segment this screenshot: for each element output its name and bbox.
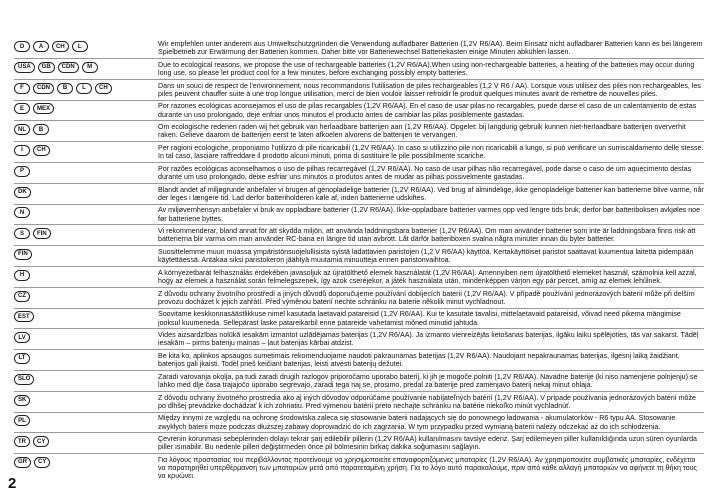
language-section [14,331,704,347]
country-code-group [14,61,158,73]
country-code-badge: USA [14,62,35,73]
country-code-group [14,269,158,281]
section-divider [14,432,704,433]
language-section [14,373,704,389]
language-sections [14,40,704,481]
battery-notice-text: Av miljøvernhensyn anbefaler vi bruk av oppladbare batterier (1,2V R6/AA). Ikke-oppladbare batterier varmes opp ved lengre tids bruk; derfor bør batteriboksen avkjøles noe før batteriene byttes. [158,206,701,223]
country-code-badge: PL [14,415,30,426]
country-code-group [14,206,158,218]
language-section [14,165,704,181]
language-section [14,102,704,118]
country-code-badge: S [14,228,30,239]
language-section [14,186,704,202]
language-section [14,352,704,368]
country-code-badge: N [14,207,30,218]
country-code-badge: NL [14,124,30,135]
country-code-group [14,186,158,198]
country-code-badge: MEX [33,103,54,114]
country-code-group [14,373,158,385]
country-code-badge: SLO [14,374,34,385]
country-code-badge: CY [33,436,49,447]
country-code-badge: CY [34,457,50,468]
language-section [14,144,704,160]
country-code-badge: L [72,41,88,52]
country-code-badge: CDN [33,83,54,94]
battery-notice-text: Wir empfehlen unter anderem aus Umweltschutzgründen die Verwendung aufladbarer Batterien (1,2V R6/AA). Beim Einsatz nicht aufladbarer Batterien kann es bei längerem Spielbetrieb zur Erwärmung der Batterien kommen. Daher bitte vor Batteriewechsel Batteriekasten einige Minuten abkühlen lassen. [158,40,703,57]
country-code-badge: CDN [58,62,79,73]
country-code-group [14,123,158,135]
language-section [14,269,704,285]
section-divider [14,141,704,142]
country-code-group [14,82,158,94]
language-section [14,82,704,98]
language-section [14,40,704,56]
battery-notice-text: Por razões ecológicas aconselhamos o uso de pilhas recarregável (1,2V R6/AA). No caso de usar pilhas não recarregável, pode darse o caso de um aquecimento destas durante um uso prolongado, deixe esfriar uns minutos o produtos antes de mudar as pilhas possivelmente gastadas. [158,164,692,181]
section-divider [14,370,704,371]
section-divider [14,266,704,267]
section-divider [14,204,704,205]
battery-notice-text: Due to ecological reasons, we propose the use of rechargeable batteries (1,2V R6/AA).When using non-rechargeable batteries, a heating of the batteries may occur during long use, so please let product cool for a few minutes, before exchanging possibly empty batteries. [158,60,695,77]
language-section [14,456,704,481]
battery-notice-text: Zaradi varovanja okolja, pa tudi zaradi drugih razlogov priporočamo uporabo baterij, ki jih je mogoče polniti (1,2V R6/AA). Navadne baterije (ki niso namenjene polnjenju) se lahko med dlje časa trajajočo uporabo segrevajo, zaradi tega naj se, prosimo, predal za baterije pred zamenjavo baterij nekaj minut ohlaja. [158,372,698,389]
country-code-badge: D [14,41,30,52]
battery-notice-text: Per ragioni ecologiche, proponiamo l'utilizzo di pile ricaricabili (1,2V R6/AA). In caso si utilizzino pile non ricaricabili a lungo, si può verificare un surriscaldamento delle stesse. In tal caso, lasciare raffreddare il prodotto alcuni minuti, prima di sostituire le pile possibilmente scariche. [158,143,704,161]
country-code-group [14,310,158,322]
language-section [14,61,704,77]
country-code-badge: I [14,145,30,156]
country-code-badge: P [14,166,30,177]
section-divider [14,287,704,288]
country-code-badge: B [33,124,49,135]
country-code-badge: LV [14,332,30,343]
page-number: 2 [8,475,17,492]
country-code-badge: CH [33,145,50,156]
country-code-badge: GR [14,457,31,468]
language-section [14,310,704,326]
section-divider [14,183,704,184]
country-code-badge: DK [14,187,31,198]
country-code-group [14,248,158,260]
country-code-group [14,414,158,426]
section-divider [14,308,704,309]
section-divider [14,79,704,80]
language-section [14,227,704,243]
country-code-group [14,290,158,302]
battery-notice-text: Soovitame keskkonnasäästlikkuse nimel kasutada laetavaid patareisid (1,2V R6/AA). Kui te kasutate tavalisi, mittelaetavaid patareisid, võivad need pikema mängimise jooksul kuumeneda. Sellepärast laske patareikarbil enne patareide vahetamist mõned minutid jahtuda. [158,310,681,327]
country-code-badge: TR [14,436,30,447]
language-section [14,123,704,139]
country-code-badge: SK [14,395,30,406]
country-code-badge: E [14,103,30,114]
country-code-badge: CH [52,41,69,52]
section-divider [14,453,704,454]
language-section [14,435,704,451]
battery-notice-text: Z dôvodu ochrany životného prostredia ako aj iných dôvodov odporúčame používanie nabíjateľných batérií (1,2V R6/AA). V prípade používania jednorázových batérií môže po dlhšej prevádzke dochádzať k ich zohriatiu. Pred výmenou batérií preto nechajte schránku na batérie niekoľko minút vychladnúť. [158,393,696,410]
section-divider [14,349,704,350]
section-divider [14,224,704,225]
country-code-badge: FIN [14,249,32,260]
country-code-badge: B [57,83,73,94]
country-code-group [14,394,158,406]
section-divider [14,100,704,101]
section-divider [14,412,704,413]
country-code-group [14,435,158,447]
section-divider [14,391,704,392]
country-code-group [14,40,158,52]
country-code-badge: LT [14,353,30,364]
country-code-group [14,331,158,343]
language-section [14,394,704,410]
language-section [14,206,704,222]
country-code-group [14,102,158,114]
country-code-group [14,352,158,364]
battery-notice-text: A környezetbarát felhasználás érdekében javasoljuk az újratölthető elemek használatát (1,2V R6/AA). Amennyiben nem újratölthető elemeket használ, számolnia kell azzal, hogy az elemek a használat során felmelegszenek, így azok cseréjekor, a játék használata után, mindenképpen várjon egy pár percet, amíg az elemek lehűlnek. [158,268,697,285]
battery-notice-text: Be kita ko, aplinkos apsaugos sumetimais rekomenduojame naudoti pakraunamas baterijas (1,2V R6/AA). Naudojant nepakraunamas baterijas, ilgesnį laiką žaidžiant, baterijos gali įkaisti. Todėl prieš keičiant baterijas, leisti atvėsti baterijų dėžutei. [158,351,680,369]
battery-notice-text: Suosittelemme muun muassa ympäristönsuojelullisista syistä ladattavien paristojen (1,2 V R6/AA) käyttöä. Kertakäyttöiset paristot saattavat kuumentua laitetta pidempään käytettäessä. Antakaa siksi paristokeron jäähtyä muutamia minuutteja ennen paristonvaihtoa. [158,247,694,265]
battery-notice-text: Vides aizsardzības nolūkā iesakām izmantot uzlādējamas baterijas (1,2V R6/AA). Ja izmanto vienreizējās lietošanas baterijas, ilgāku laiku spēlējoties, tās var sakarst. Tādēļ iesakām – pirms bateriju maiņas – ļaut baterijas kārbai atdzist. [158,331,699,348]
battery-notice-text: Om ecologische redenen raden wij het gebruik van herlaadbare batterijen aan (1,2V R6/AA). Opgelet: bij langdurig gebruik kunnen niet-herlaadbare batterijen oververhit raken. Gelieve daarom de batterijen eerst te laten afkoelen alvorens de batterijen te vervangen. [158,123,686,140]
battery-notice-text: Çevrenin korunması sebeplerinden dolayı tekrar şarj edilebilir pillerin (1,2V R6/AA) kullanılmasını tavsiye ederiz. Şarj edilemeyen piller kullanıldığında uzun süren oyunlarda piller ısınabilir. Bu nedenle pilleri değiştirmeden önce pil bölmesinin birkaç dakika soğumasını sağlayın. [158,435,698,452]
country-code-badge: CH [95,83,112,94]
country-code-badge: L [76,83,92,94]
language-section [14,414,704,430]
battery-notice-text: Vi rekommenderar, bland annat för att skydda miljön, att använda laddningsbara batterier (1,2V R6/AA). Om man använder batterier som inte är laddningsbara finns risk att batterierna blir varma om man använder RC-bana en längre tid utan avbrott. Låt därför batteriboxen svalna några minuter innan du byter batterier. [158,227,696,244]
country-code-badge: A [33,41,49,52]
country-code-badge: EST [14,311,34,322]
country-code-group [14,165,158,177]
battery-notice-text: Dans un souci de respect de l'environnement, nous recommandons l'utilisation de piles rechargeables (1,2 V R6 / AA). Lorsque vous utilisez des piles non rechargeables, les piles peuvent chauffer suite à une trop longue utilisation, merci de bien vouloir laisser refroidir le produit quelques minutes avant de remettre de nouvelles piles. [158,81,701,98]
language-section [14,248,704,264]
country-code-badge: GB [38,62,55,73]
section-divider [14,58,704,59]
section-divider [14,120,704,121]
battery-notice-text: Z důvodu ochrany životního prostředí a jiných důvodů doporučujeme používání dobíjecích baterií (1,2V R6/AA). V případě používání jednorázových baterií může při delším provozu docházet k jejich zahřátí. Před výměnou baterií nechte schránku na baterie několik minut vychladnout. [158,289,695,306]
country-code-group [14,227,158,239]
country-code-badge: CZ [14,291,30,302]
section-divider [14,328,704,329]
country-code-group [14,144,158,156]
battery-notice-text: Για λόγους προστασίας του περιβάλλοντος προτείνουμε να χρησιμοποιείτε επαναφορτιζόμενες μπαταρίες (1,2V R6/AA). Αν χρησιμοποιείτε συμβατικές μπαταρίες, ενδέχεται να παρατηρηθεί υπερθέρμανση των μπαταριών μετά από παρατεταμένη χρήση. Για το λόγο αυτό παρακαλούμε, πριν από κάθε αλλαγή μπαταριών να αφήνετε τη θήκη τους να κρυώνει. [158,455,697,481]
battery-notice-text: Blandt andet af miljøgrunde anbefaler vi brugen af genopladelige batterier (1,2V R6/AA). Ved brug af almindelige, ikke genopladelige batterier kan batterierne blive varme, når der leges i længere tid. Lad derfor batteriholderen køle af, inden batterierne udskiftes. [158,185,704,202]
language-section [14,290,704,306]
country-code-badge: FIN [33,228,51,239]
battery-notice-text: Por razones ecológicas aconsejamos el uso de pilas recargables (1,2V R6/AA). En el caso de usar pilas no recargables, puede darse el caso de un calentamiento de estas durante un uso prolongado, deje enfriar unos minutos el producto antes de cambiar las pilas posiblemente gastadas. [158,102,697,119]
country-code-badge: M [82,62,98,73]
section-divider [14,162,704,163]
country-code-badge: F [14,83,30,94]
country-code-badge: H [14,270,30,281]
battery-notice-text: Między innymi ze względu na ochronę środowiska zaleca się stosowanie baterii nadających się do ponownego ładowania - akumulatorków - R6 typu AA. Stosowanie zwykłych baterii może podczas dłuższej zabawy doprowadzić do ich zagrzania. W tym przypadku przed wymianą baterii należy odczekać aż do ich schłodzenia. [158,414,676,431]
section-divider [14,245,704,246]
country-code-group [14,456,158,468]
